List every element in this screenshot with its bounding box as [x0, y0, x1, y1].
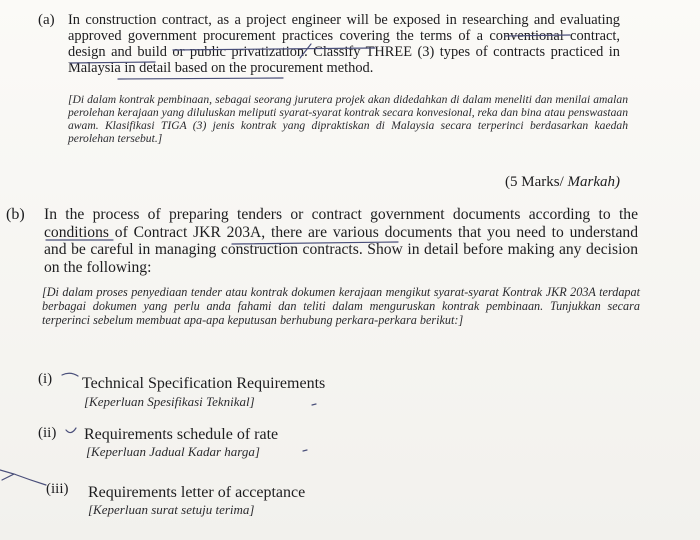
underline-contracts-practiced [118, 78, 283, 79]
question-b-english: In the process of preparing tenders or contract government documents according to the conditions of Contract JKR 203A, there are various documents that you need to understand and be careful in managing construction contracts. Show in detail before making any decision on the following: [44, 206, 638, 276]
tick-item-i [62, 373, 78, 376]
tick-item-ii [66, 428, 76, 433]
list-item [38, 370, 52, 388]
item-iii-malay: [Keperluan surat setuju terima] [88, 502, 255, 517]
item-i-english: Technical Specification Requirements [82, 375, 326, 392]
list-item [38, 424, 56, 442]
item-ii-english: Requirements schedule of rate [84, 426, 279, 443]
question-b-malay: [Di dalam proses penyediaan tender atau kontrak dokumen kerajaan mengikut syarat-syarat Kontrak JKR 203A terdapat berbagai dokumen yang perlu anda fahami dan teliti dalam menguruskan kontrak pembinaan. Tunjukkan secara terperinci sebelum membuat apa-apa keputusan berhubung perkara-perkara berikut:] [42, 285, 640, 327]
item-ii-malay: [Keperluan Jadual Kadar harga] [86, 444, 260, 459]
marks-malay: Markah) [567, 174, 620, 190]
item-iii-english: Requirements letter of acceptance [88, 484, 306, 501]
item-i-malay: [Keperluan Spesifikasi Teknikal] [84, 394, 255, 409]
question-b-label: (b) [6, 206, 25, 223]
dash-item-i [312, 404, 316, 405]
arrow-item-iii [0, 470, 46, 485]
question-a-malay: [Di dalam kontrak pembinaan, sebagai seorang jurutera projek akan didedahkan di dalam meneliti dan menilai amalan perolehan kerajaan yang diluluskan meliputi syarat-syarat kontrak secara konvesional, reka dan bina atau penswastaan awam. Klasifikasi TIGA (3) jenis kontrak yang dipraktiskan di Malaysia secara terperinci berdasarkan kaedah perolehan tersebut.] [68, 93, 628, 145]
marks-english: (5 Marks/ [505, 174, 564, 190]
question-a-marks [505, 174, 620, 191]
dash-item-ii [303, 450, 307, 451]
question-a-label: (a) [38, 12, 55, 28]
question-a-english: In construction contract, as a project engineer will be exposed in researching and evaluating approved government procurement practices covering the terms of a conventional contract, design and build or public privatization. Classify THREE (3) types of contracts practiced in Malaysia in detail based on the procurement method. [68, 12, 620, 76]
list-item [46, 480, 69, 498]
item-iii-label: (iii) [46, 481, 69, 497]
item-ii-label: (ii) [38, 425, 57, 441]
item-i-label: (i) [38, 371, 53, 387]
